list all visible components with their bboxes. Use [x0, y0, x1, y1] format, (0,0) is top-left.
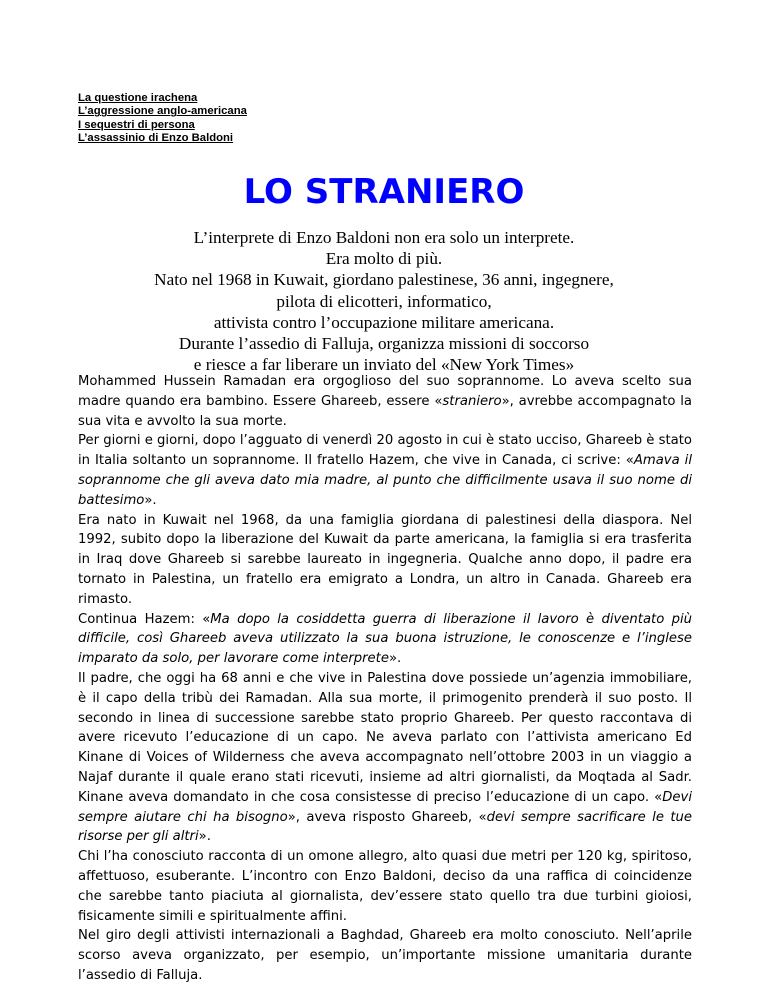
paragraph: Il padre, che oggi ha 68 anni e che vive in Palestina dove possiede un’agenzia immobiliare, è il capo della tribù dei Ramadan. Alla sua morte, il primogenito prenderà il suo posto. Il secondo in linea di successione sarebbe stato proprio Ghareeb. Per questo raccontava di avere ricevuto l’educazione di un capo. Ne aveva parlato con l’attivista americano Ed Kinane di Voices of Wilderness che aveva accompagnato nell’ottobre 2003 in un viaggio a Najaf durante il quale erano stati ricevuti, insieme ad altri giornalisti, da Moqtada al Sadr. Kinane aveva domandato in che cosa consistesse di preciso l’educazione di un capo. «Devi sempre aiutare chi ha bisogno», aveva risposto Ghareeb, «devi sempre sacrificare le tue risorse per gli altri».	[78, 670, 692, 845]
subtitle-line: Durante l’assedio di Falluja, organizza missioni di soccorso	[178, 334, 590, 354]
article-body	[78, 372, 692, 986]
link-sequestri-di-persona[interactable]: I sequestri di persona	[78, 118, 195, 131]
link-aggressione-anglo-americana[interactable]: L’aggressione anglo-americana	[78, 105, 247, 118]
related-links	[78, 92, 478, 145]
paragraph: Nel giro degli attivisti internazionali a Baghdad, Ghareeb era molto conosciuto. Nell’aprile scorso aveva organizzato, per esempio, un’importante missione umanitaria durante l’assedio di Falluja.	[78, 928, 692, 983]
subtitle-line: pilota di elicotteri, informatico,	[276, 291, 492, 311]
paragraph: Era nato in Kuwait nel 1968, da una famiglia giordana di palestinesi della diaspora. Nel 1992, subito dopo la liberazione del Kuwait da parte americana, la famiglia si era trasferita in Iraq dove Ghareeb si sarebbe laureato in ingegneria. Qualche anno dopo, il padre era tornato in Palestina, un fratello era emigrato a Londra, un altro in Canada. Ghareeb era rimasto.	[78, 512, 692, 607]
paragraph: Per giorni e giorni, dopo l’agguato di venerdì 20 agosto in cui è stato ucciso, Ghareeb è stato in Italia soltanto un soprannome. Il fratello Hazem, che vive in Canada, ci scrive: «Amava il soprannome che gli aveva dato mia madre, al punto che difficilmente usava il suo nome di battesimo».	[78, 433, 692, 508]
article-title: LO STRANIERO	[243, 172, 525, 212]
paragraph: Chi l’ha conosciuto racconta di un omone allegro, alto quasi due metri per 120 kg, spiritoso, affettuoso, esuberante. L’incontro con Enzo Baldoni, deciso da una raffica di coincidenze che sarebbe tanto piaciuta al giornalista, dev’essere stato quello tra due turbini gioiosi, fisicamente simili e spiritualmente affini.	[78, 849, 692, 924]
paragraph: Mohammed Hussein Ramadan era orgoglioso del suo soprannome. Lo aveva scelto sua madre quando era bambino. Essere Ghareeb, essere «straniero», avrebbe accompagnato la sua vita e avvolto la sua morte.	[78, 374, 692, 429]
article-subtitle	[84, 227, 684, 375]
paragraph: Continua Hazem: «Ma dopo la cosiddetta guerra di liberazione il lavoro è diventato più difficile, così Ghareeb aveva utilizzato la sua buona istruzione, le conoscenze e l’inglese imparato da solo, per lavorare come interprete».	[78, 611, 692, 667]
subtitle-line: Nato nel 1968 in Kuwait, giordano palestinese, 36 anni, ingegnere,	[154, 270, 614, 290]
subtitle-line: Era molto di più.	[325, 249, 443, 269]
subtitle-line: L’interprete di Enzo Baldoni non era solo un interprete.	[193, 228, 575, 247]
link-questione-irachena[interactable]: La questione irachena	[78, 92, 198, 104]
subtitle-line: e riesce a far liberare un inviato del «New York Times»	[193, 355, 575, 375]
link-assassinio-enzo-baldoni[interactable]: L’assassinio di Enzo Baldoni	[78, 131, 234, 144]
subtitle-line: attivista contro l’occupazione militare americana.	[213, 312, 555, 332]
